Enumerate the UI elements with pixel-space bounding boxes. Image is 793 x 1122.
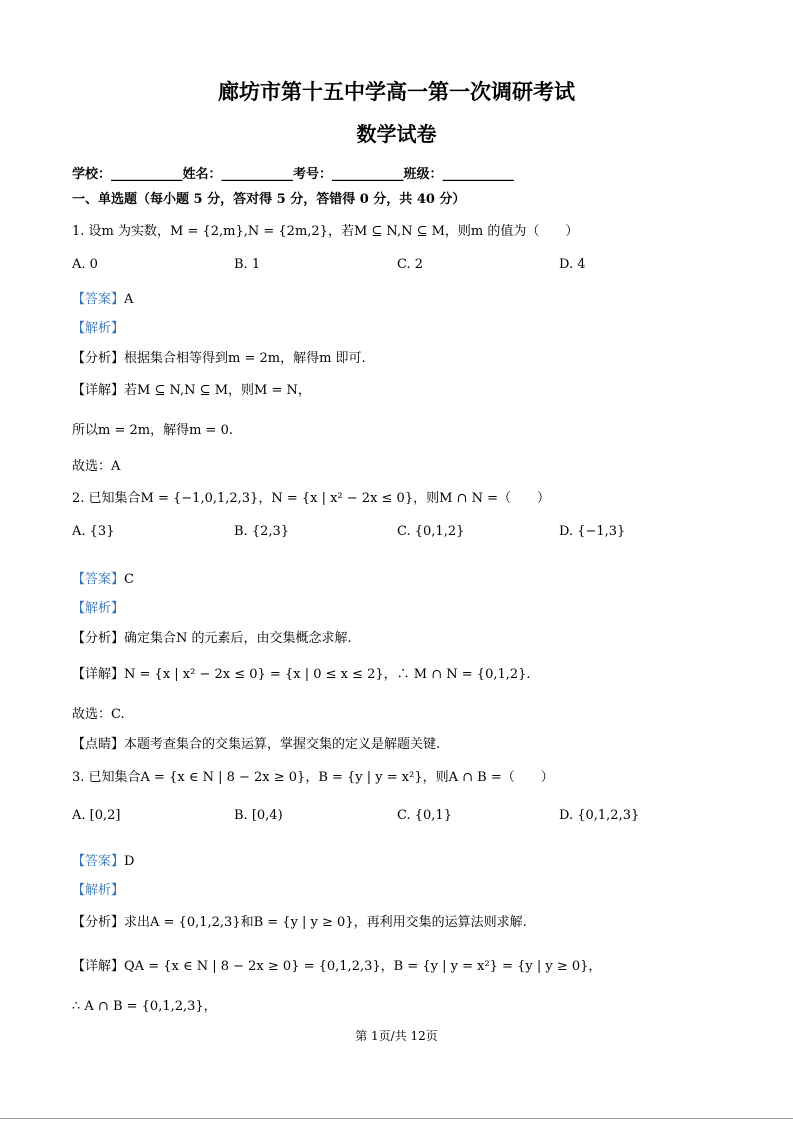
- q2-xiangjie-line: [72, 663, 531, 682]
- fenxi-tag: 【分析】: [72, 631, 125, 646]
- q2-option-a: A. {3}: [72, 524, 115, 539]
- q2-dianjing-line: [72, 733, 440, 752]
- q3-answer: D: [124, 854, 135, 869]
- xiangjie-tag: 【详解】: [72, 959, 125, 974]
- q3-answer-line: [72, 850, 134, 869]
- q2-fenxi-line: [72, 627, 352, 646]
- answer-tag: 【答案】: [72, 292, 125, 307]
- q3-option-c: C. {0,1}: [397, 808, 452, 823]
- q2-xiangjie: N = {x | x² − 2x ≤ 0} = {x | 0 ≤ x ≤ 2}，∴ M ∩ N = {0,1,2}.: [124, 667, 531, 682]
- fenxi-tag: 【分析】: [72, 915, 125, 930]
- q2-option-c: C. {0,1,2}: [397, 524, 465, 539]
- q2-dianjing: 本题考查集合的交集运算，掌握交集的定义是解题关键.: [124, 737, 441, 752]
- exam-subtitle: 数学试卷: [356, 122, 437, 146]
- q1-option-a: A. 0: [72, 257, 98, 272]
- q3-xiangjie-line: [72, 955, 601, 974]
- q1-answer-line: [72, 288, 133, 307]
- q1-option-b: B. 1: [234, 257, 261, 272]
- q2-guxuan: 故选：C.: [72, 707, 125, 722]
- q3-fenxi: 求出A = {0,1,2,3}和B = {y | y ≥ 0}，再利用交集的运算法则求解.: [124, 915, 527, 930]
- fenxi-tag: 【分析】: [72, 351, 125, 366]
- q2-answer: C: [124, 572, 134, 587]
- student-info-line: 学校：___________姓名：___________考号：___________班级：___________: [72, 167, 515, 182]
- q3-fenxi-line: [72, 911, 527, 930]
- answer-tag: 【答案】: [72, 854, 125, 869]
- q3-stem: 3. 已知集合A = {x ∈ N | 8 − 2x ≥ 0}，B = {y | y = x²}，则A ∩ B =（ ）: [72, 770, 554, 785]
- q2-stem: 2. 已知集合M = {−1,0,1,2,3}，N = {x | x² − 2x ≤ 0}，则M ∩ N =（ ）: [72, 491, 550, 506]
- exam-title: 廊坊市第十五中学高一第一次调研考试: [218, 79, 575, 104]
- xiangjie-tag: 【详解】: [72, 383, 125, 398]
- q2-analysis-tag: 【解析】: [72, 601, 125, 616]
- q1-xiangjie: 若M ⊆ N,N ⊆ M，则M = N，: [124, 383, 311, 398]
- q3-option-a: A. [0,2]: [72, 808, 121, 823]
- q1-answer: A: [124, 292, 134, 307]
- q1-fenxi: 根据集合相等得到m = 2m，解得m 即可.: [124, 351, 366, 366]
- q1-solution-line: 所以m = 2m，解得m = 0.: [72, 423, 233, 438]
- q2-answer-line: [72, 568, 134, 587]
- dianjing-tag: 【点睛】: [72, 737, 125, 752]
- answer-tag: 【答案】: [72, 572, 125, 587]
- q1-option-d: D. 4: [559, 257, 586, 272]
- q3-option-d: D. {0,1,2,3}: [559, 808, 640, 823]
- q1-guxuan: 故选：A: [72, 459, 121, 474]
- page-number: 第 1页/共 12页: [355, 1029, 438, 1043]
- q3-option-b: B. [0,4): [234, 808, 283, 823]
- q1-stem: 1. 设m 为实数，M = {2,m},N = {2m,2}，若M ⊆ N,N ⊆ M，则m 的值为（ ）: [72, 224, 579, 239]
- q3-xiangjie: QA = {x ∈ N | 8 − 2x ≥ 0} = {0,1,2,3}，B = {y | y = x²} = {y | y ≥ 0}，: [124, 959, 602, 974]
- q1-fenxi-line: [72, 347, 366, 366]
- section-heading: 一、单选题（每小题 5 分，答对得 5 分，答错得 0 分，共 40 分）: [72, 192, 466, 207]
- q2-option-d: D. {−1,3}: [559, 524, 626, 539]
- q2-option-b: B. {2,3}: [234, 524, 290, 539]
- q1-option-c: C. 2: [397, 257, 424, 272]
- q3-solution-line: ∴ A ∩ B = {0,1,2,3}，: [72, 999, 217, 1014]
- xiangjie-tag: 【详解】: [72, 667, 125, 682]
- page-bottom-rule: [0, 1118, 793, 1119]
- q1-analysis-tag: 【解析】: [72, 321, 125, 336]
- q3-analysis-tag: 【解析】: [72, 883, 125, 898]
- q2-fenxi: 确定集合N 的元素后，由交集概念求解.: [124, 631, 352, 646]
- q1-xiangjie-line: [72, 379, 311, 398]
